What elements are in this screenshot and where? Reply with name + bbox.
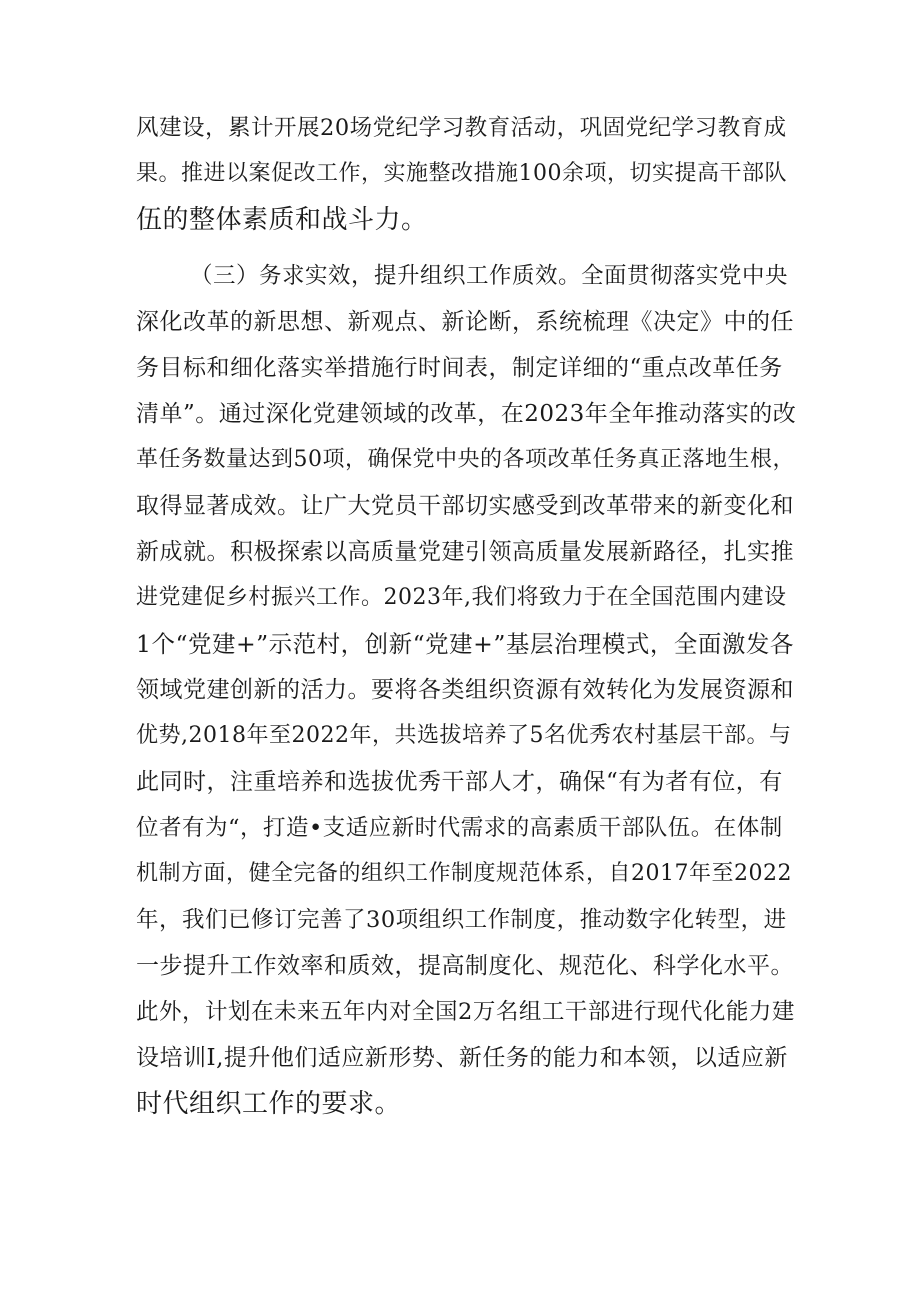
text-line: 机制方面，健全完备的组织工作制度规范体系，自2017年至2022 bbox=[136, 861, 792, 886]
text-line: 时代组织工作的要求。 bbox=[136, 1089, 402, 1119]
text-line: 设培训I,提升他们适应新形势、新任务的能力和本领，以适应新 bbox=[136, 1045, 788, 1071]
text-line: 领域党建创新的活力。要将各类组织资源有效转化为发展资源和 bbox=[136, 677, 794, 703]
text-line: 伍的整体素质和战斗力。 bbox=[136, 205, 428, 235]
text-line: 风建设，累计开展20场党纪学习教育活动，巩固党纪学习教育成 bbox=[136, 115, 787, 141]
text-line: 务目标和细化落实举措施行时间表，制定详细的“重点改革任务 bbox=[136, 355, 783, 381]
text-line: 果。推进以案促改工作，实施整改措施100余项，切实提高干部队 bbox=[136, 161, 787, 186]
text-line: 进党建促乡村振兴工作。2023年,我们将致力于在全国范围内建设 bbox=[136, 585, 787, 610]
text-line: 年，我们已修订完善了30项组织工作制度，推动数字化转型，进 bbox=[136, 907, 787, 933]
section-heading-line: （三）务求实效，提升组织工作质效。全面贯彻落实党中央 bbox=[190, 263, 789, 289]
text-line: 位者有为“，打造•支适应新时代需求的高素质干部队伍。在体制 bbox=[136, 815, 783, 841]
text-line: 新成就。积极探索以高质量党建引领高质量发展新路径，扎实推 bbox=[136, 539, 794, 565]
text-line: 一步提升工作效率和质效，提高制度化、规范化、科学化水平。 bbox=[136, 953, 794, 979]
text-line: 1个“党建+”示范村，创新“党建+”基层治理模式，全面激发各 bbox=[136, 630, 794, 658]
text-line: 清单”。通过深化党建领域的改革，在2023年全年推动落实的改 bbox=[136, 401, 797, 427]
text-line: 革任务数量达到50项，确保党中央的各项改革任务真正落地生根， bbox=[136, 447, 795, 472]
text-line: 优势,2018年至2022年，共选拔培养了5名优秀农村基层干部。与 bbox=[136, 723, 792, 748]
text-line: 取得显著成效。让广大党员干部切实感受到改革带来的新变化和 bbox=[136, 493, 794, 519]
text-line: 深化改革的新思想、新观点、新论断，系统梳理《决定》中的任 bbox=[136, 309, 794, 335]
text-line: 此同时，注重培养和选拔优秀干部人才，确保“有为者有位，有 bbox=[136, 769, 783, 795]
text-line: 此外，计划在未来五年内对全国2万名组工干部进行现代化能力建 bbox=[136, 999, 795, 1025]
